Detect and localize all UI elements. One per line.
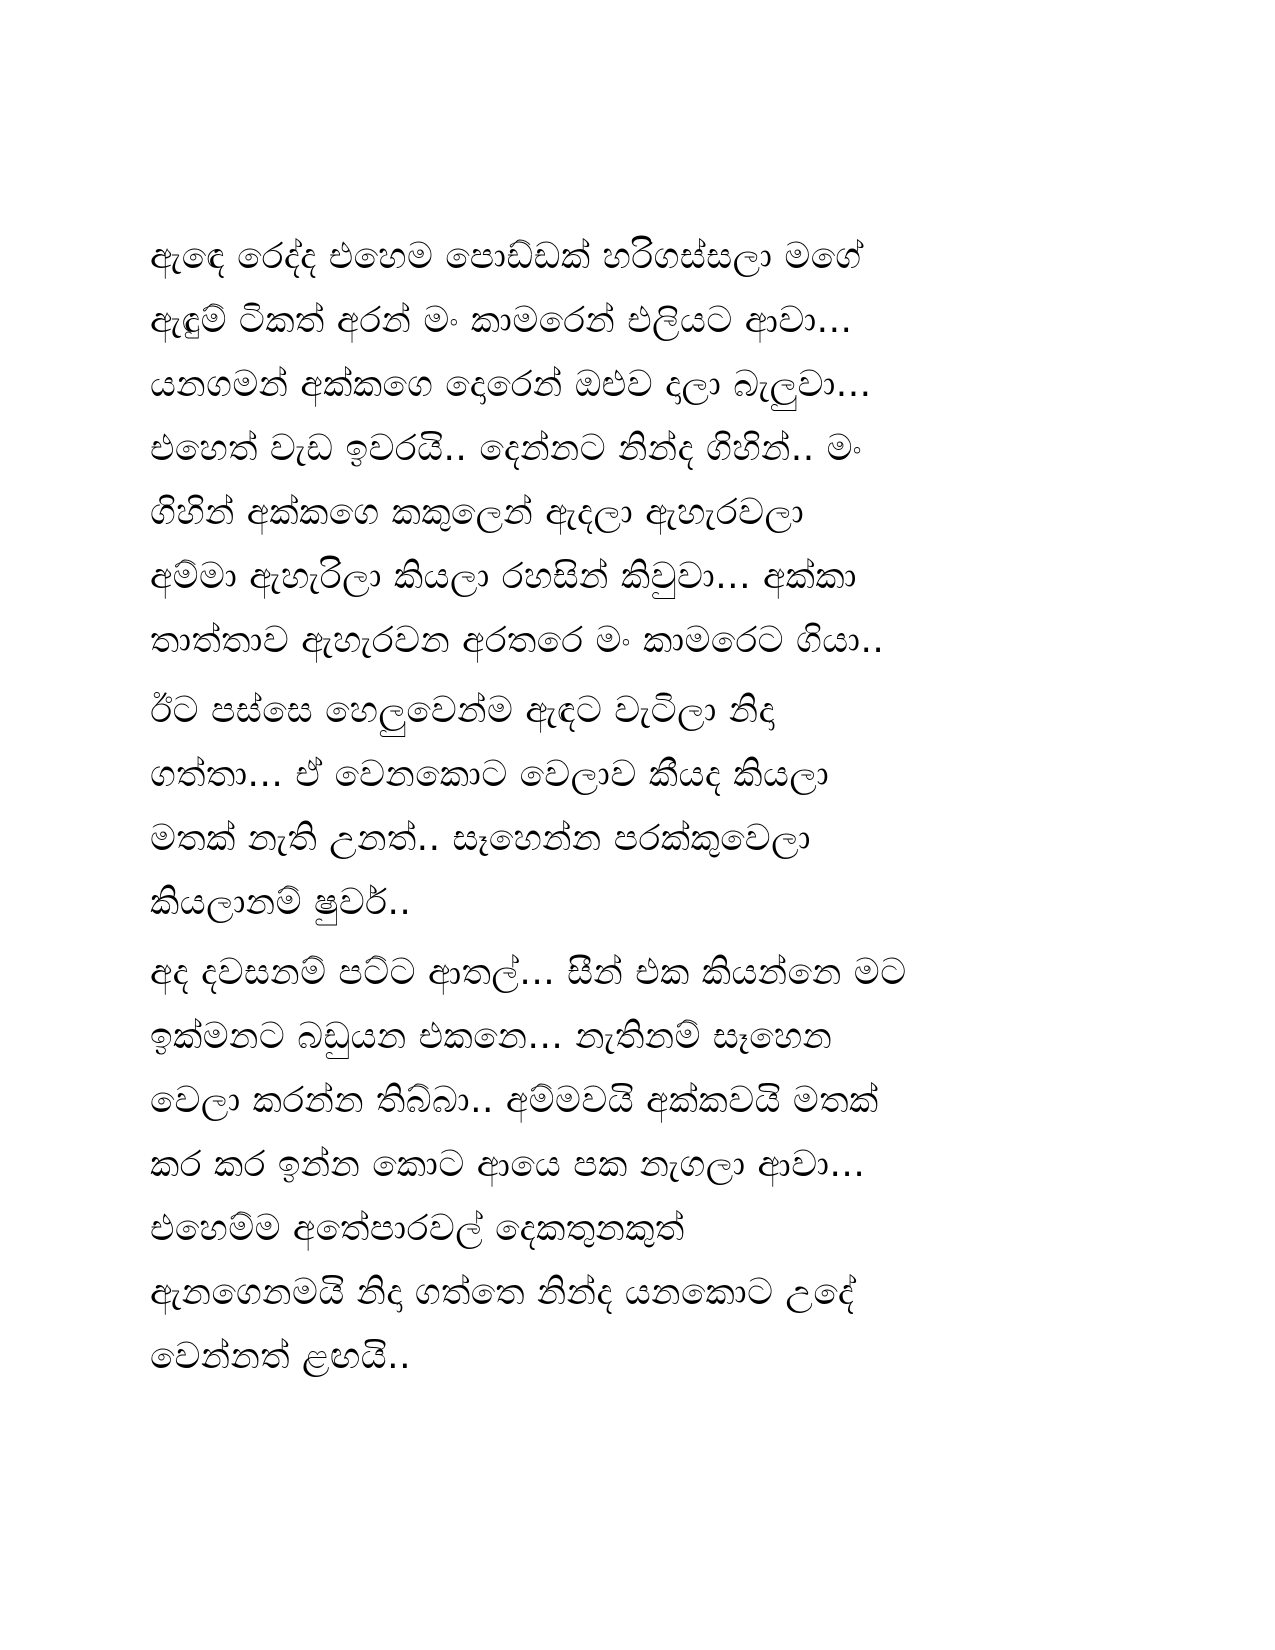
text-line: මතක් නැති උනත්.. සෑහෙන්න පරක්කුවෙලා [150, 818, 811, 859]
text-line: යනගමන් අක්කගෙ දොරෙන් ඔළුව දාලා බැලුවා... [150, 364, 872, 405]
text-line: එහෙත් වැඩ ඉවරයි.. දෙන්නට නින්ද ගිහින්.. මං [150, 428, 863, 469]
text-line: එහෙම්ම අතේපාරවල් දෙකතුනකුත් [150, 1208, 685, 1249]
text-line: ඇනගෙනමයි නිදා ගත්තෙ නින්ද යනකොට උදේ [150, 1272, 855, 1313]
text-line: කර කර ඉන්න කොට ආයෙ පක නැගලා ආවා... [150, 1144, 866, 1185]
text-line: ඉක්මනට බඩුයන එකනෙ... නැතිනම් සෑහෙන [150, 1016, 833, 1057]
paragraph-2 [150, 679, 1150, 935]
text-line: ගත්තා... ඒ වෙනකොට වෙලාව කීයද කියලා [150, 754, 830, 795]
text-line: අම්මා ඇහැරිලා කියලා රහසින් කිවුවා... අක්කා [150, 556, 857, 597]
paragraph-3 [150, 941, 1150, 1389]
text-line: තාත්තාව ඇහැරවන අරතරෙ මං කාමරෙට ගියා.. [150, 620, 885, 661]
text-line: ඇඳෙ රෙද්ද එහෙම පොඩ්ඩක් හරිගස්සලා මගේ [150, 236, 862, 277]
text-line: වෙලා කරන්න තිබ්බා.. අම්මවයි අක්කවයි මතක් [150, 1080, 879, 1121]
text-line: අද දවසනම් පට්ට ආතල්... සීන් එක කියන්නෙ මට [150, 952, 907, 993]
text-line: කියලානම් ෂුවර්.. [150, 882, 412, 923]
paragraph-1 [150, 225, 1150, 673]
text-line: ඇඳුම් ටිකත් අරන් මං කාමරෙන් එලියට ආවා... [150, 300, 853, 341]
document-body [150, 225, 1150, 1389]
text-line: ඊට පස්සෙ හෙලුවෙන්ම ඇඳට වැටිලා නිදා [150, 690, 776, 731]
text-line: වෙන්නත් ළඟයි.. [150, 1336, 412, 1377]
text-line: ගිහින් අක්කගෙ කකුලෙන් ඇදලා ඇහැරවලා [150, 492, 805, 533]
